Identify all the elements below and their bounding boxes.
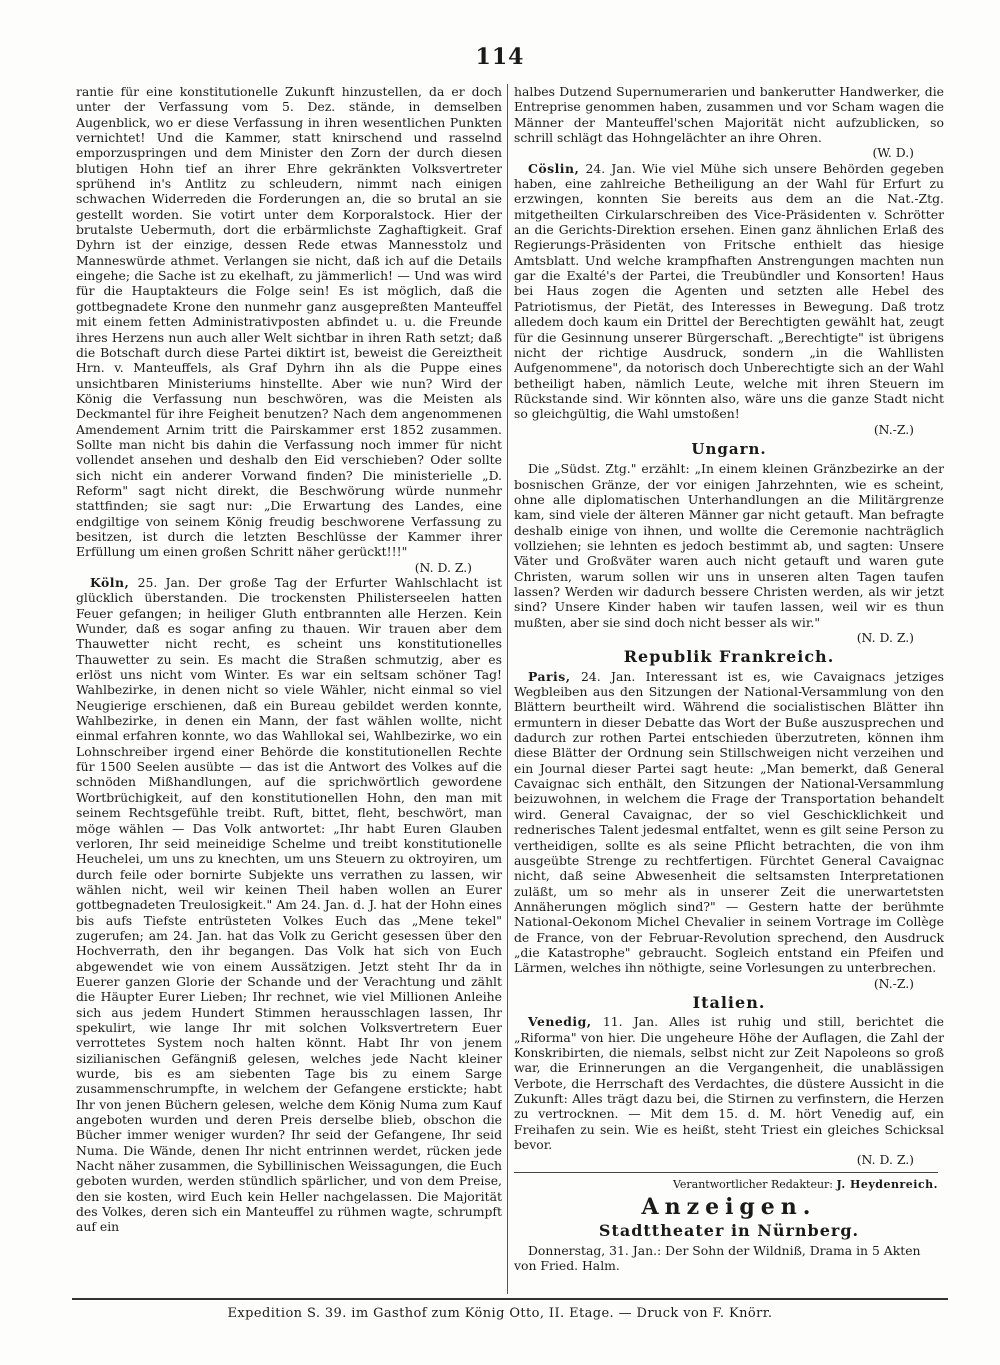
section-heading-italien: Italien.: [692, 992, 766, 1012]
article-paris: [514, 669, 944, 976]
footer-rule: [72, 1298, 948, 1300]
article-text: 24. Jan. Interessant ist es, wie Cavaignacs jetziges Wegbleiben aus den Sitzungen der National-Versammlung von den Blättern beurtheilt wird. Während die socialistischen Blätter ihn ermuntern in dieser Debatte das Wort der Buße auszusprechen und dadurch zur rothen Partei entschieden überzutreten, können ihm diese Blätter der Ordnung sein Stillschweigen nicht verzeihen und ein Journal dieser Partei sagt heute: „Man bemerkt, daß General Cavaignac sich enthält, den Sitzungen der National-Versammlung beizuwohnen, in welchem die Frage der Transportation behandelt wird. General Cavaignac, der so viel Geschicklichkeit und rednerisches Talent jedesmal entfaltet, wenn es gilt seine Person zu vertheidigen, sollte es als seine Pflicht betrachten, die von ihm ausgeübte Strenge zu rechtfertigen. Fürchtet General Cavaignac nicht, daß seine Abwesenheit die seltsamsten Interpretationen zuläßt, um so mehr als in unserer Zeit die unerwartetsten Annäherungen möglich sind?" — Gestern hatte der berühmte National-Oekonom Michel Chevalier in seinem Vortrage im Collège de France, von der Februar-Revolution sprechend, den Ausdruck „die Katastrophe" gebraucht. Sogleich entstand ein Pfeifen und Lärmen, welches ihn nöthigte, seine Vorlesungen zu unterbrechen.: [514, 668, 944, 976]
theater-heading: Stadttheater in Nürnberg.: [598, 1221, 860, 1241]
dateline-place: Paris,: [528, 668, 571, 684]
dateline-place: Köln,: [90, 575, 130, 590]
left-column: [76, 84, 502, 1304]
source-attribution: (N.-Z.): [873, 421, 914, 437]
source-attribution: (N.-Z.): [873, 975, 914, 991]
article-text: 25. Jan. Der große Tag der Erfurter Wahlschlacht ist glücklich überstanden. Die trockensten Philisterseelen hatten Feuer gefangen; in heiliger Gluth entbrannten alle Herzen. Kein Wunder, daß es sogar anfing zu thauen. Wir trauen aber dem Thauwetter nicht recht, es scheint uns konstitutionelles Thauwetter zu sein. Es macht die Straßen schmutzig, aber es erlöst uns nicht vom Winter. Es war ein seltsam schöner Tag! Wahlbezirke, in denen nicht so viele Wähler, nicht einmal so viel Neugierige erschienen, daß ein Bureau gebildet werden konnte, Wahlbezirke, in denen ein Mann, der fast wählen wollte, nicht einmal erfahren konnte, wo das Wahllokal sei, Wahlbezirke, wo ein Lohnschreiber irgend einer Behörde die konstitutionellen Rechte für 1500 Seelen ausübte — das ist die Antwort des Volkes auf die schnöden Mißhandlungen, auf die sprichwörtlich gewordene Wortbrüchigkeit, auf den konstitutionellen Hohn, den man mit seinem Rechtsgefühle treibt. Ruft, bittet, fleht, beschwört, man möge wählen — Das Volk antwortet: „Ihr habt Euren Glauben verloren, Ihr seid meineidige Schelme und treibt konstitutionelle Heuchelei, um uns zu knechten, um uns Steuern zu oktroyiren, um durch feile oder bornirte Subjekte uns verrathen zu lassen, wir wählen nicht, weil wir keinen Theil haben wollen an Eurer gottbegnadeten Treulosigkeit." Am 24. Jan. d. J. hat der Hohn eines bis aufs Tiefste entrüsteten Volkes Euch das „Mene tekel" zugerufen; am 24. Jan. hat das Volk zu Gericht gesessen über den Hochverrath, den ihr begangen. Das Volk hat sich von Euch abgewendet wie von einem Aussätzigen. Jetzt steht Ihr da in Euerer ganzen Glorie der Schande und der Verachtung und zählt die Häupter Eurer Lieben; Ihr rechnet, wie viel Millionen Anleihe sich aus jedem Hundert Stimmen herausschlagen lassen, Ihr spekulirt, wie lange Ihr mit solchen Volksvertretern Euer verrottetes System noch halten könnt. Habt Ihr von jenem sizilianischen Gefängniß gelesen, welches jede Nacht kleiner wurde, bis es am siebenten Tage bis zu einem Sarge zusammenschrumpfte, in welchem der Gefangene erstickte; habt Ihr von jenen Büchern gelesen, welche dem König Numa zum Kauf angeboten wurden und deren Preis derselbe blieb, obschon die Bücher immer weniger wurden? Ihr seid der Gefangene, Ihr seid Numa. Die Wände, denen Ihr nicht entrinnen werdet, rücken jede Nacht näher zusammen, die Sybillinischen Weissagungen, die Euch geboten wurden, werden stündlich spärlicher, und von dem Preise, den sie kosten, wird Euch kein Heller nachgelassen. Die Majorität des Volkes, deren sich ein Manteuffel zu rühmen wagte, schrumpft auf ein: [76, 575, 502, 1235]
source-attribution: (N. D. Z.): [856, 1152, 914, 1168]
source-attribution: (N. D. Z.): [856, 630, 914, 646]
editor-name: J. Heydenreich.: [836, 1177, 938, 1191]
ads-heading: Anzeigen.: [641, 1194, 817, 1221]
section-heading-frankreich: Republik Frankreich.: [623, 647, 835, 667]
editor-label: Verantwortlicher Redakteur:: [672, 1177, 834, 1191]
source-attribution: (W. D.): [872, 145, 914, 161]
article-coeslin: [514, 161, 944, 422]
dateline-place: Cöslin,: [528, 160, 580, 176]
editor-line: [514, 1172, 938, 1192]
page-number: 114: [475, 44, 525, 70]
article-koeln: [76, 575, 502, 1235]
article-text: 24. Jan. Wie viel Mühe sich unsere Behörden gegeben haben, eine zahlreiche Betheiligung an der Wahl für Erfurt zu erzwingen, konnten Sie bereits aus dem an die Nat.-Ztg. mitgetheilten Cirkularschreiben des Vice-Präsidenten v. Schrötter an die Gerichts-Direktion ersehen. Einen ganz ähnlichen Erlaß des Regierungs-Präsidenten von Fritsche enthielt das hiesige Amtsblatt. Und welche krampfhaften Anstrengungen machten nun gar die Exalté's der Partei, die Treubündler und Konsorten! Haus bei Haus zogen die Agenten und setzten alle Hebel des Patriotismus, der Pietät, des Interesses in Bewegung. Daß trotz alledem doch kaum ein Drittel der Berechtigten gewählt hat, zeugt für die Gesinnung unserer Bürgerschaft. „Berechtigte" ist übrigens nicht der richtige Ausdruck, sondern „in die Wahllisten Aufgenommene", da notorisch doch Unberechtigte sich an der Wahl betheiligt haben, nämlich Leute, welche mit ihren Steuern im Rückstande sind. Wir könnten also, wäre uns die ganze Stadt nicht so gleichgültig, die Wahl umstoßen!: [514, 160, 944, 422]
article-ungarn: Die „Südst. Ztg." erzählt: „In einem kleinen Gränzbezirke an der bosnischen Gränze, der vor einigen Jahrzehnten, wie es scheint, ohne alle diplomatischen Unterhandlungen an die Militärgrenze kam, sind viele der älteren Männer gar nicht getauft. Man befragte deshalb einige von ihnen, und wollte die Ceremonie nachträglich vollziehen; sie lehnten es jedoch bestimmt ab, und sagten: Unsere Väter und Großväter waren auch nicht getauft und waren gute Christen, warum sollen wir uns in unseren alten Tagen taufen lassen? Werden wir dadurch bessere Christen werden, als wir jetzt sind? Unsere Kinder haben wir taufen lassen, weil wir es thun mußten, aber sie sind doch nicht besser als wir.": [514, 461, 944, 630]
dateline-place: Venedig,: [528, 1014, 592, 1030]
article-continuation: halbes Dutzend Supernumerarien und bankerutter Handwerker, die Entreprise genommen haben, zusammen und vor Scham wagen die Männer der Manteuffel'schen Majorität nicht aufzublicken, so schrill schlägt das Hohngelächter an ihre Ohren.: [514, 84, 944, 146]
theater-announcement: Donnerstag, 31. Jan.: Der Sohn der Wildniß, Drama in 5 Akten von Fried. Halm.: [514, 1242, 921, 1274]
article-continuation: rantie für eine konstitutionelle Zukunft hinzustellen, da er doch unter der Verfassung vom 5. Dez. stände, in demselben Augenblick, wo er diese Verfassung in ihren wesentlichen Punkten vernichtet! Und die Kammer, statt knirschend und rasselnd emporzuspringen und dem Minister den Zorn der durch diesen blutigen Hohn tief an ihrer Ehre gekränkten Volksvertreter sprühend in's Antlitz zu schleudern, nimmt nach einigen schwachen Widerreden die Forderungen an, die so brutal an sie gestellt worden. Sie votirt unter dem Korporalstock. Hier der brutalste Uebermuth, dort die erbärmlichste Zaghaftigkeit. Graf Dyhrn ist der einzige, dessen Rede etwas Mannesstolz und Manneswürde athmet. Verlangen sie nicht, daß ich auf die Details eingehe; die Sache ist zu ekelhaft, zu jämmerlich! — Und was wird für die Hauptakteurs die Folge sein! Es ist möglich, daß die gottbegnadete Krone den nunmehr ganz ausgepreßten Manteuffel mit einem fetten Administrativposten abfindet u. u. die Freunde ihres Herzens nun auch aller Welt sichtbar in ihren Rath setzt; daß die Botschaft durch diese Partei diktirt ist, beweist die Gereiztheit Hrn. v. Manteuffels, als Graf Dyhrn ihn als die Puppe eines unsichtbaren Ministeriums hinstellte. Aber wie nun? Wird der König die Verfassung nun beschwören, was die Meisten als Deckmantel für ihre Feigheit benutzen? Nach dem angenommenen Amendement Arnim tritt die Pairskammer erst 1852 zusammen. Sollte man nicht bis dahin die Verfassung noch immer für nicht vollendet ansehen und deshalb den Eid verschieben? Oder sollte sich nicht ein anderer Vorwand finden? Die ministerielle „D. Reform" sagt nicht direkt, die Beschwörung würde nunmehr stattfinden; sie sagt nur: „Die Erwartung des Landes, eine endgiltige von seinem König freudig beschworene Verfassung zu besitzen, ist durch die letzten Beschlüsse der Kammer ihrer Erfüllung um einen großen Schritt näher gerückt!!!": [76, 84, 502, 560]
imprint-footer: Expedition S. 39. im Gasthof zum König Otto, II. Etage. — Druck von F. Knörr.: [227, 1306, 773, 1321]
article-text: 11. Jan. Alles ist ruhig und still, berichtet die „Riforma" von hier. Die ungeheure Höhe der Auflagen, die Zahl der Konskribirten, die niemals, selbst nicht zur Zeit Napoleons so groß war, die Erinnerungen an die Vergangenheit, die unablässigen Verbote, die Herrschaft des Verdachtes, die düstere Aussicht in die Zukunft: Alles trägt dazu bei, die Stirnen zu verfinstern, die Herzen zu vertrocknen. — Mit dem 15. d. M. hört Venedig auf, ein Freihafen zu sein. Wie es heißt, steht Triest ein gleiches Schicksal bevor.: [514, 1014, 944, 1153]
source-attribution: (N. D. Z.): [414, 559, 472, 575]
column-divider: [507, 84, 508, 1294]
right-column: [514, 84, 944, 1314]
article-venedig: [514, 1014, 944, 1152]
section-heading-ungarn: Ungarn.: [691, 439, 767, 458]
